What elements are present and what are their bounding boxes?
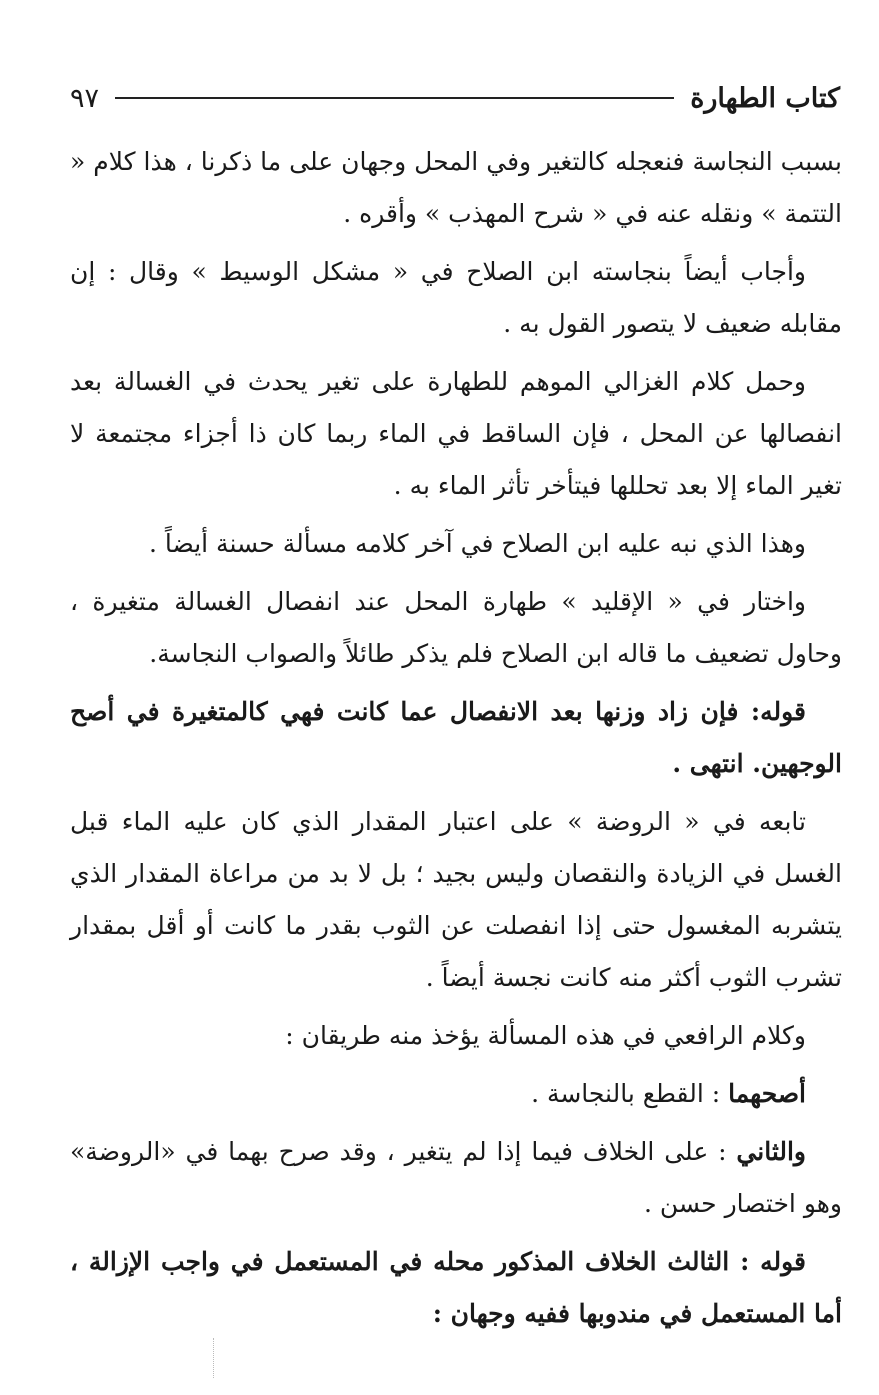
paragraph: وحمل كلام الغزالي الموهم للطهارة على تغير يحدث في الغسالة بعد انفصالها عن المحل ، فإن الساقط في الماء ربما كان ذا أجزاء مجتمعة لا تغير الماء إلا بعد تحللها فيتأخر تأثر الماء به . (70, 367, 842, 500)
body-text (70, 136, 842, 1346)
paragraph: بسبب النجاسة فنعجله كالتغير وفي المحل وجهان على ما ذكرنا ، هذا كلام « التتمة » ونقله عنه في « شرح المهذب » وأقره . (70, 147, 842, 228)
scan-mark (213, 1338, 215, 1378)
page-number: ٩٧ (70, 82, 100, 114)
paragraph (70, 1126, 842, 1230)
book-title: كتاب الطهارة (690, 82, 840, 114)
term-label: والثاني (736, 1137, 806, 1166)
running-header (70, 76, 840, 120)
term-text: : على الخلاف فيما إذا لم يتغير ، وقد صرح بهما في «الروضة» وهو اختصار حسن . (70, 1137, 842, 1218)
paragraph: واختار في « الإقليد » طهارة المحل عند انفصال الغسالة متغيرة ، وحاول تضعيف ما قاله ابن الصلاح فلم يذكر طائلاً والصواب النجاسة. (70, 587, 842, 668)
paragraph: وهذا الذي نبه عليه ابن الصلاح في آخر كلامه مسألة حسنة أيضاً . (149, 529, 806, 558)
paragraph: وأجاب أيضاً بنجاسته ابن الصلاح في « مشكل الوسيط » وقال : إن مقابله ضعيف لا يتصور القول به . (70, 257, 842, 338)
paragraph: وكلام الرافعي في هذه المسألة يؤخذ منه طريقان : (285, 1021, 806, 1050)
paragraph: تابعه في « الروضة » على اعتبار المقدار الذي كان عليه الماء قبل الغسل في الزيادة والنقصان وليس بجيد ؛ بل لا بد من مراعاة المقدار الذي يتشربه المغسول حتى إذا انفصلت عن الثوب بقدر ما كانت أو أقل بمقدار تشرب الثوب أكثر منه كانت نجسة أيضاً . (70, 807, 842, 992)
paragraph (70, 1068, 842, 1120)
quoted-statement: قوله : الثالث الخلاف المذكور محله في المستعمل في واجب الإزالة ، أما المستعمل في مندوبها ففيه وجهان : (70, 1247, 842, 1328)
term-label: أصحهما (728, 1079, 806, 1108)
header-rule (115, 97, 674, 99)
term-text: : القطع بالنجاسة . (531, 1079, 729, 1108)
quoted-statement: قوله: فإن زاد وزنها بعد الانفصال عما كانت فهي كالمتغيرة في أصح الوجهين. انتهى . (70, 697, 842, 778)
